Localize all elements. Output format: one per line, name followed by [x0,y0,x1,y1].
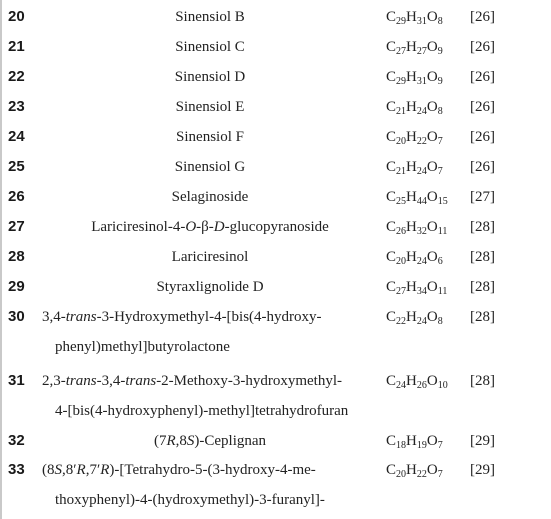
reference: [26] [470,129,495,145]
compound-name: 2,3-trans-3,4-trans-2-Methoxy-3-hydroxymethyl- [42,373,342,389]
table-row [0,212,551,242]
compound-name: Lariciresinol [171,249,249,265]
table-row [0,32,551,62]
compound-number: 22 [8,68,25,85]
compound-number: 33 [8,461,25,478]
compound-name: 3,4-trans-3-Hydroxymethyl-4-[bis(4-hydroxy- [42,309,322,325]
table-row [0,426,551,456]
reference: [28] [470,219,495,235]
reference: [26] [470,99,495,115]
compound-name: Sinensiol D [174,69,246,85]
compound-name-continued: thoxyphenyl)-4-(hydroxymethyl)-3-furanyl]- [55,492,325,508]
compound-name: Selaginoside [171,189,249,205]
molecular-formula: $C_{27}H_{27}O_9$ [386,39,443,57]
compound-name: Styraxlignolide D [156,279,264,295]
compound-number: 20 [8,8,25,25]
compound-name: Sinensiol G [174,159,246,175]
reference: [29] [470,462,495,478]
table-row [0,242,551,272]
molecular-formula: $C_{29}H_{31}O_8$ [386,9,443,27]
table-row [0,455,551,485]
reference: [29] [470,433,495,449]
table-row [0,366,551,396]
compound-name: (8S,8′R,7′R)-[Tetrahydro-5-(3-hydroxy-4-me- [42,462,316,478]
compound-number: 21 [8,38,25,55]
reference: [26] [470,9,495,25]
table-row [0,152,551,182]
compound-name-continued: 4-[bis(4-hydroxyphenyl)-methyl]tetrahydrofuran [55,403,349,419]
molecular-formula: $C_{24}H_{26}O_{10}$ [386,373,448,391]
molecular-formula: $C_{20}H_{22}O_7$ [386,462,443,480]
compound-name: Sinensiol E [175,99,245,115]
molecular-formula: $C_{22}H_{24}O_8$ [386,309,443,327]
reference: [28] [470,309,495,325]
reference: [28] [470,373,495,389]
compound-number: 24 [8,128,25,145]
compound-number: 23 [8,98,25,115]
compound-number: 26 [8,188,25,205]
reference: [28] [470,279,495,295]
compound-name: Sinensiol F [176,129,244,145]
reference: [26] [470,39,495,55]
compound-number: 28 [8,248,25,265]
molecular-formula: $C_{29}H_{31}O_9$ [386,69,443,87]
molecular-formula: $C_{20}H_{24}O_6$ [386,249,443,267]
table-row [0,122,551,152]
molecular-formula: $C_{20}H_{22}O_7$ [386,129,443,147]
compound-number: 29 [8,278,25,295]
table-row [0,2,551,32]
compound-name-continued: phenyl)methyl]butyrolactone [55,339,230,355]
compound-name: (7R,8S)-Ceplignan [153,433,267,449]
molecular-formula: $C_{25}H_{44}O_{15}$ [386,189,448,207]
compound-number: 32 [8,432,25,449]
table-row [0,302,551,332]
compound-number: 25 [8,158,25,175]
table-row [0,272,551,302]
molecular-formula: $C_{26}H_{32}O_{11}$ [386,219,448,237]
compound-name: Lariciresinol-4-O-β-D-glucopyranoside [91,219,329,235]
molecular-formula: $C_{27}H_{34}O_{11}$ [386,279,448,297]
compound-number: 30 [8,308,25,325]
compound-name: Sinensiol B [175,9,245,25]
molecular-formula: $C_{18}H_{19}O_7$ [386,433,443,451]
compound-name: Sinensiol C [175,39,245,55]
table-row [0,182,551,212]
reference: [26] [470,159,495,175]
reference: [28] [470,249,495,265]
compound-number: 31 [8,372,25,389]
compound-number: 27 [8,218,25,235]
molecular-formula: $C_{21}H_{24}O_7$ [386,159,443,177]
reference: [27] [470,189,495,205]
table-row [0,62,551,92]
table-row [0,92,551,122]
molecular-formula: $C_{21}H_{24}O_8$ [386,99,443,117]
reference: [26] [470,69,495,85]
